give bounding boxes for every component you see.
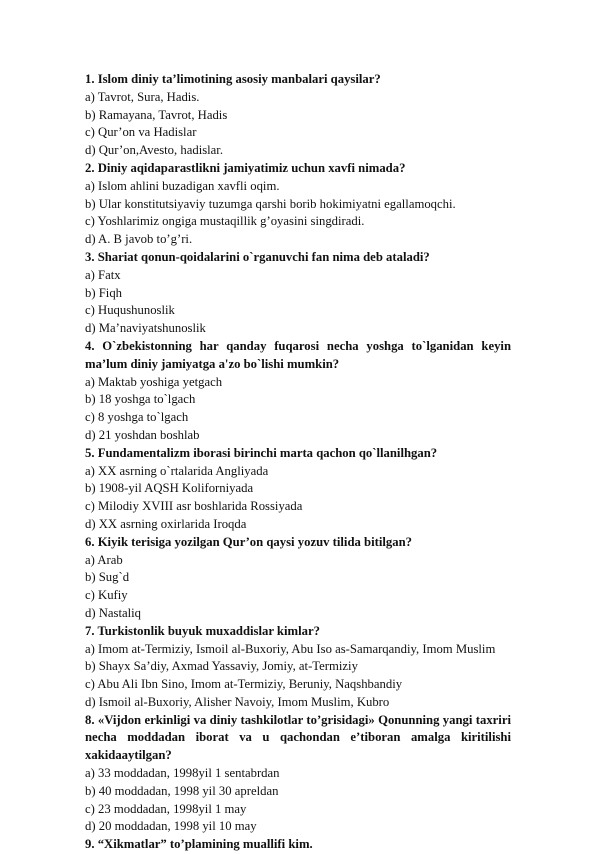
question-6: 6. Kiyik terisiga yozilgan Qur’on qaysi yozuv tilida bitilgan? (85, 534, 412, 549)
option-4c: c) 8 yoshga to`lgach (85, 410, 189, 425)
question-2: 2. Diniy aqidaparastlikni jamiyatimiz uchun xavfi nimada? (85, 160, 406, 175)
question-5: 5. Fundamentalizm iborasi birinchi marta qachon qo`llanilhgan? (85, 445, 438, 460)
option-2b: b) Ular konstitutsiyaviy tuzumga qarshi borib hokimiyatni egallamoqchi. (85, 196, 456, 211)
option-6b: b) Sug`d (85, 570, 130, 585)
option-5c: c) Milodiy XVIII asr boshlarida Rossiyada (85, 499, 303, 514)
option-7b: b) Shayx Sa’diy, Axmad Yassaviy, Jomiy, at-Termiziy (85, 659, 358, 674)
option-1d: d) Qur’on,Avesto, hadislar. (85, 143, 224, 158)
option-4b: b) 18 yoshga to`lgach (85, 392, 196, 407)
option-3a: a) Fatx (85, 267, 121, 282)
option-5a: a) XX asrning o`rtalarida Angliyada (85, 463, 269, 478)
option-8a: a) 33 moddadan, 1998yil 1 sentabrdan (85, 766, 280, 781)
option-4a: a) Maktab yoshiga yetgach (85, 374, 223, 389)
option-7c: c) Abu Ali Ibn Sino, Imom at-Termiziy, Beruniy, Naqshbandiy (85, 677, 403, 692)
option-8c: c) 23 moddadan, 1998yil 1 may (85, 801, 247, 816)
option-7a: a) Imom at-Termiziy, Ismoil al-Buxoriy, Abu Iso as-Samarqandiy, Imom Muslim (85, 641, 496, 656)
question-8: 8. «Vijdon erkinligi va diniy tashkilotlar to’grisidagi» Qonunning yangi taxriri necha moddadan iborat va u qachondan e’tiboran amalga kiritilishi xakidaaytilgan? (85, 712, 511, 763)
option-2a: a) Islom ahlini buzadigan xavfli oqim. (85, 178, 280, 193)
option-1a: a) Tavrot, Sura, Hadis. (85, 89, 200, 104)
option-3c: c) Huqushunoslik (85, 303, 175, 318)
option-3b: b) Fiqh (85, 285, 123, 300)
option-5b: b) 1908-yil AQSH Koliforniyada (85, 481, 254, 496)
option-7d: d) Ismoil al-Buxoriy, Alisher Navoiy, Imom Muslim, Kubro (85, 694, 390, 709)
option-1b: b) Ramayana, Tavrot, Hadis (85, 107, 228, 122)
option-6c: c) Kufiy (85, 588, 128, 603)
question-7: 7. Turkistonlik buyuk muxaddislar kimlar? (85, 623, 320, 638)
option-5d: d) XX asrning oxirlarida Iroqda (85, 516, 247, 531)
option-2c: c) Yoshlarimiz ongiga mustaqillik g’oyasini singdiradi. (85, 214, 365, 229)
question-9: 9. “Xikmatlar” to’plamining muallifi kim. (85, 837, 313, 852)
question-1: 1. Islom diniy ta’limotining asosiy manbalari qaysilar? (85, 72, 381, 86)
option-1c: c) Qur’on va Hadislar (85, 125, 197, 140)
option-8d: d) 20 moddadan, 1998 yil 10 may (85, 819, 257, 834)
option-4d: d) 21 yoshdan boshlab (85, 427, 200, 442)
option-2d: d) A. B javob to’g’ri. (85, 232, 193, 247)
quiz-document (85, 71, 511, 854)
option-6d: d) Nastaliq (85, 605, 142, 620)
option-6a: a) Arab (85, 552, 123, 567)
option-3d: d) Ma’naviyatshunoslik (85, 321, 206, 336)
question-3: 3. Shariat qonun-qoidalarini o`rganuvchi fan nima deb ataladi? (85, 249, 430, 264)
question-4: 4. O`zbekistonning har qanday fuqarosi necha yoshga to`lganidan keyin ma’lum diniy jamiyatga a'zo bo`lishi mumkin? (85, 338, 511, 371)
option-8b: b) 40 moddadan, 1998 yil 30 apreldan (85, 783, 279, 798)
